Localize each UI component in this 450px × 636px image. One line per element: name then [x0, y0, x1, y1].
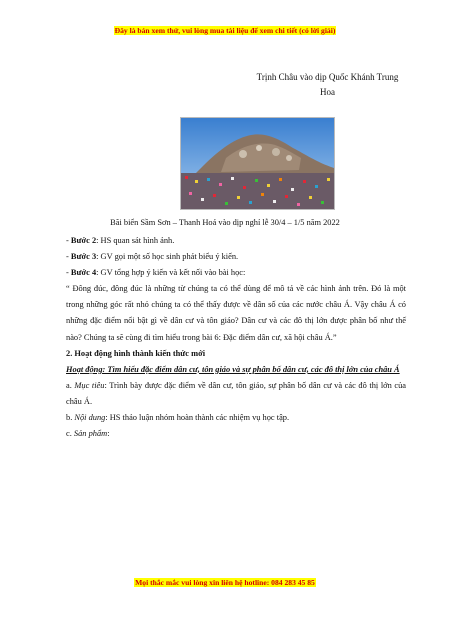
step-3-text: : GV gọi một số học sinh phát biểu ý kiến. [96, 252, 239, 262]
step-2: - Bước 2: HS quan sát hình ảnh. [66, 236, 175, 245]
step-4: - Bước 4: GV tổng hợp ý kiến và kết nối vào bài học: [66, 268, 246, 278]
bottom-banner-text: Mọi thắc mắc vui lòng xin liên hệ hotline: 084 283 45 85 [135, 578, 315, 587]
step-2-label: Bước 2 [70, 236, 97, 245]
top-banner [0, 26, 450, 35]
item-b-key: Nội dung [74, 413, 106, 423]
item-a-label: a. [66, 380, 75, 390]
document-body [66, 233, 406, 442]
intro-quote: “ Đông đúc, đông đúc là những từ chúng ta có thể dùng để mô tả về các hình ảnh trên. Đó là một trong những góc rất nhỏ chúng ta có thể thấy được về dân số của các nước châu Á. Vậy châu Á có những đặc điểm nổi bật gì về dân cư và tôn giáo? Dân cư và các đô thị lớn được phân bố như thế nào? Chúng ta sẽ cùng đi tìm hiểu trong bài 6: Đặc điểm dân cư, xã hội châu Á.” [66, 284, 406, 342]
item-b-text: : HS thảo luận nhóm hoàn thành các nhiệm vụ học tập. [105, 413, 290, 423]
bottom-banner [0, 578, 450, 587]
item-a-key: Mục tiêu [74, 380, 105, 390]
item-a-text: : Trình bày được đặc điểm về dân cư, tôn giáo, sự phân bố dân cư và các đô thị lớn của châu Á. [66, 380, 407, 406]
step-4-text: : GV tổng hợp ý kiến và kết nối vào bài học: [96, 268, 246, 278]
step-3-label: Bước 3 [70, 252, 97, 262]
item-b [66, 410, 406, 426]
activity-title: Hoạt động: Tìm hiểu đặc điểm dân cư, tôn giáo và sự phân bố dân cư, các đô thị lớn của châu Á [66, 364, 400, 374]
photo-caption: Bãi biển Sầm Sơn – Thanh Hoá vào dịp nghỉ lễ 30/4 – 1/5 năm 2022 [110, 218, 340, 227]
item-c-label: c. [66, 429, 74, 439]
item-a [66, 378, 406, 410]
step-3: - Bước 3: GV gọi một số học sinh phát biểu ý kiến. [66, 252, 239, 262]
item-b-label: b. [66, 413, 75, 423]
step-4-label: Bước 4 [70, 268, 97, 278]
step-2-text: : HS quan sát hình ảnh. [96, 236, 175, 245]
beach-crowd-illustration [181, 118, 334, 209]
section-heading: 2. Hoạt động hình thành kiến thức mới [66, 348, 206, 358]
beach-crowd-photo [180, 117, 335, 210]
top-banner-text: Đây là bản xem thử, vui lòng mua tài liệu để xem chi tiết (có lời giải) [114, 26, 336, 35]
item-c-key: Sản phẩm [73, 429, 108, 439]
caption-top: Trịnh Châu vào dịp Quốc Khánh Trung Hoa [256, 72, 399, 97]
item-c-text: : [107, 429, 110, 439]
item-c [66, 426, 406, 442]
